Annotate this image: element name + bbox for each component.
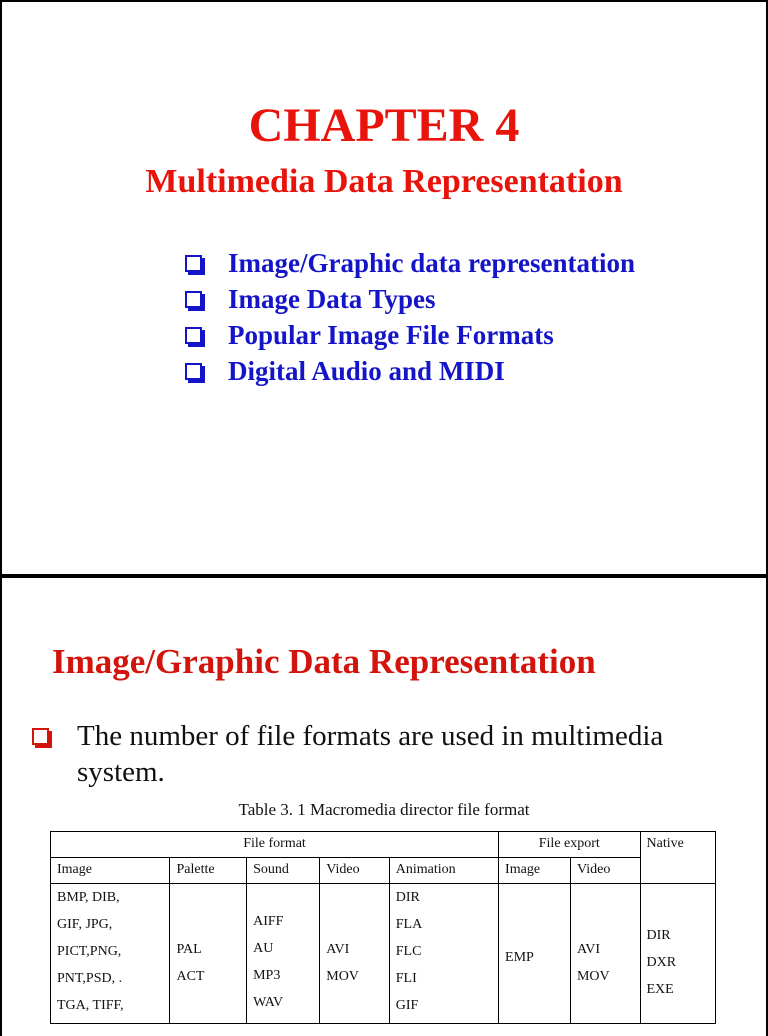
topic-item: [185, 245, 635, 281]
checkbox-bullet-icon: [185, 327, 202, 344]
cell-value: FLC: [395, 943, 422, 959]
cell-value: AVI: [326, 941, 350, 957]
cell-value: FLI: [395, 970, 417, 986]
column-header: Palette: [170, 857, 247, 883]
table-caption: Table 3. 1 Macromedia director file format: [238, 800, 530, 819]
table-column-header-row: [51, 857, 716, 883]
cell-value: DIR: [646, 927, 671, 943]
cell-value: EMP: [505, 949, 534, 965]
cell-value: FLA: [395, 916, 423, 932]
cell-value: PICT,PNG,: [57, 943, 122, 959]
table-group-header-row: [51, 832, 716, 858]
cell-value: DIR: [395, 889, 420, 905]
cell-value: MOV: [576, 968, 610, 984]
cell-value: PAL: [176, 941, 202, 957]
column-header: Image: [499, 857, 571, 883]
cell-value: GIF, JPG,: [57, 916, 113, 932]
cell-value: PNT,PSD, .: [57, 970, 123, 986]
bullet-text: The number of file formats are used in multimedia system.: [77, 720, 664, 788]
table-cell-image: [51, 883, 170, 1023]
table-cell-native: [640, 883, 716, 1023]
section-title: Image/Graphic Data Representation: [52, 642, 596, 681]
checkbox-bullet-icon: [185, 363, 202, 380]
cell-value: WAV: [253, 994, 284, 1010]
cell-value: DXR: [646, 954, 677, 970]
table-cell-sound: [247, 883, 320, 1023]
table-cell-export-video: [570, 883, 640, 1023]
chapter-title: CHAPTER 4: [248, 99, 520, 152]
cell-value: AVI: [576, 941, 601, 957]
cell-value: MP3: [253, 967, 281, 983]
table-cell-animation: [389, 883, 498, 1023]
column-header: Video: [570, 857, 640, 883]
chapter-subtitle: Multimedia Data Representation: [145, 163, 623, 200]
cell-value: BMP, DIB,: [57, 889, 120, 905]
topic-label: Popular Image File Formats: [228, 319, 554, 350]
topic-item: [185, 317, 635, 353]
cell-value: ACT: [176, 968, 205, 984]
cell-value: TGA, TIFF,: [57, 997, 124, 1013]
topic-label: Image Data Types: [228, 283, 436, 314]
table-row: [51, 883, 716, 1023]
topic-label: Digital Audio and MIDI: [228, 355, 505, 386]
cell-value: AIFF: [253, 913, 284, 929]
table-cell-export-image: [499, 883, 571, 1023]
group-header-file-export: File export: [499, 832, 640, 858]
group-header-native: Native: [640, 832, 716, 884]
topic-label: Image/Graphic data representation: [228, 247, 635, 278]
cell-value: MOV: [326, 968, 359, 984]
cell-value: GIF: [395, 997, 419, 1013]
bullet-point: [32, 718, 732, 790]
cell-value: AU: [253, 940, 274, 956]
topic-item: [185, 353, 635, 389]
table-cell-video: [320, 883, 390, 1023]
checkbox-bullet-icon: [32, 728, 49, 745]
column-header: Image: [51, 857, 170, 883]
table-cell-palette: [170, 883, 247, 1023]
column-header: Sound: [247, 857, 320, 883]
slide-image-graphic: [0, 576, 768, 1036]
topic-list: [185, 245, 635, 389]
group-header-file-format: File format: [51, 832, 499, 858]
cell-value: EXE: [646, 981, 674, 997]
column-header: Video: [320, 857, 390, 883]
checkbox-bullet-icon: [185, 255, 202, 272]
file-format-table: [50, 831, 716, 1024]
checkbox-bullet-icon: [185, 291, 202, 308]
topic-item: [185, 281, 635, 317]
column-header: Animation: [389, 857, 498, 883]
